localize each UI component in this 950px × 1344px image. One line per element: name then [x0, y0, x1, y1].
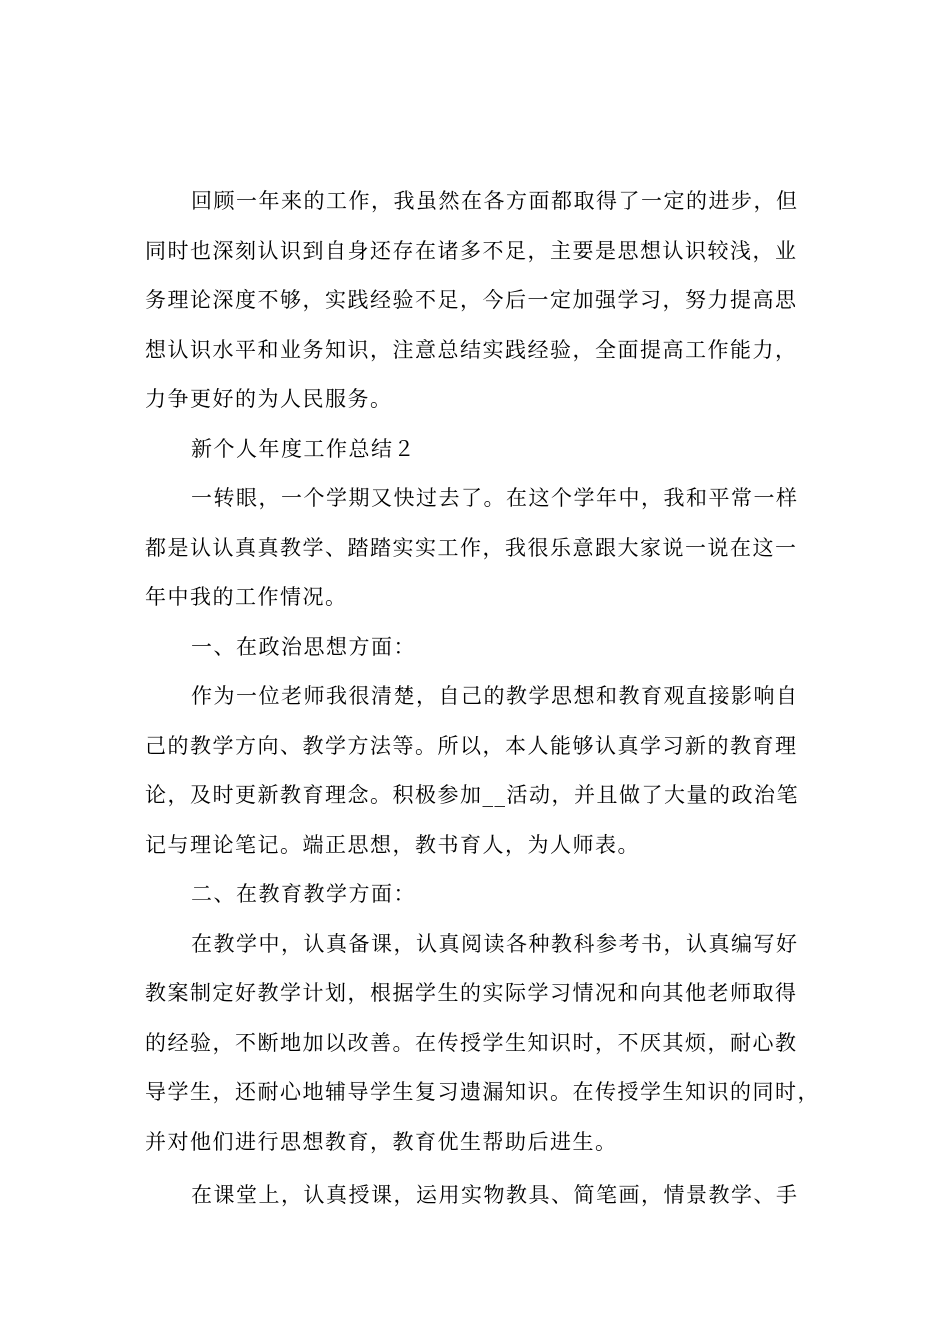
section-heading: 二、在教育教学方面：	[191, 882, 416, 906]
paragraph-line: 并对他们进行思想教育，教育优生帮助后进生。	[145, 1129, 618, 1154]
paragraph-line: 务理论深度不够，实践经验不足，今后一定加强学习，努力提高思	[145, 288, 798, 312]
paragraph-line: 一转眼，一个学期又快过去了。在这个学年中，我和平常一样	[191, 486, 799, 510]
paragraph-line: 导学生，还耐心地辅导学生复习遗漏知识。在传授学生知识的同时，	[145, 1080, 820, 1104]
paragraph-line: 教案制定好教学计划，根据学生的实际学习情况和向其他老师取得	[145, 981, 798, 1005]
paragraph-line: 的经验，不断地加以改善。在传授学生知识时，不厌其烦，耐心教	[145, 1030, 798, 1055]
paragraph-line: 论，及时更新教育理念。积极参加__活动，并且做了大量的政治笔	[145, 783, 799, 807]
paragraph-line: 同时也深刻认识到自身还存在诸多不足，主要是思想认识较浅，业	[145, 238, 798, 263]
paragraph-line: 想认识水平和业务知识，注意总结实践经验，全面提高工作能力，	[145, 337, 798, 362]
paragraph-line: 都是认认真真教学、踏踏实实工作，我很乐意跟大家说一说在这一	[145, 535, 798, 560]
paragraph-line: 记与理论笔记。端正思想，教书育人，为人师表。	[145, 832, 640, 857]
paragraph-line: 在课堂上，认真授课，运用实物教具、简笔画，情景教学、手	[191, 1183, 799, 1207]
paragraph-line: 己的教学方向、教学方法等。所以，本人能够认真学习新的教育理	[145, 733, 798, 758]
paragraph-line: 年中我的工作情况。	[145, 585, 348, 609]
paragraph-line: 在教学中，认真备课，认真阅读各种教科参考书，认真编写好	[191, 931, 799, 956]
paragraph-line: 回顾一年来的工作，我虽然在各方面都取得了一定的进步，但	[191, 189, 799, 213]
document-body	[145, 177, 820, 1221]
paragraph-line: 力争更好的为人民服务。	[145, 387, 393, 411]
section-title: 新个人年度工作总结２	[191, 436, 416, 461]
section-heading: 一、在政治思想方面：	[191, 634, 416, 659]
paragraph-line: 作为一位老师我很清楚，自己的教学思想和教育观直接影响自	[191, 684, 799, 708]
